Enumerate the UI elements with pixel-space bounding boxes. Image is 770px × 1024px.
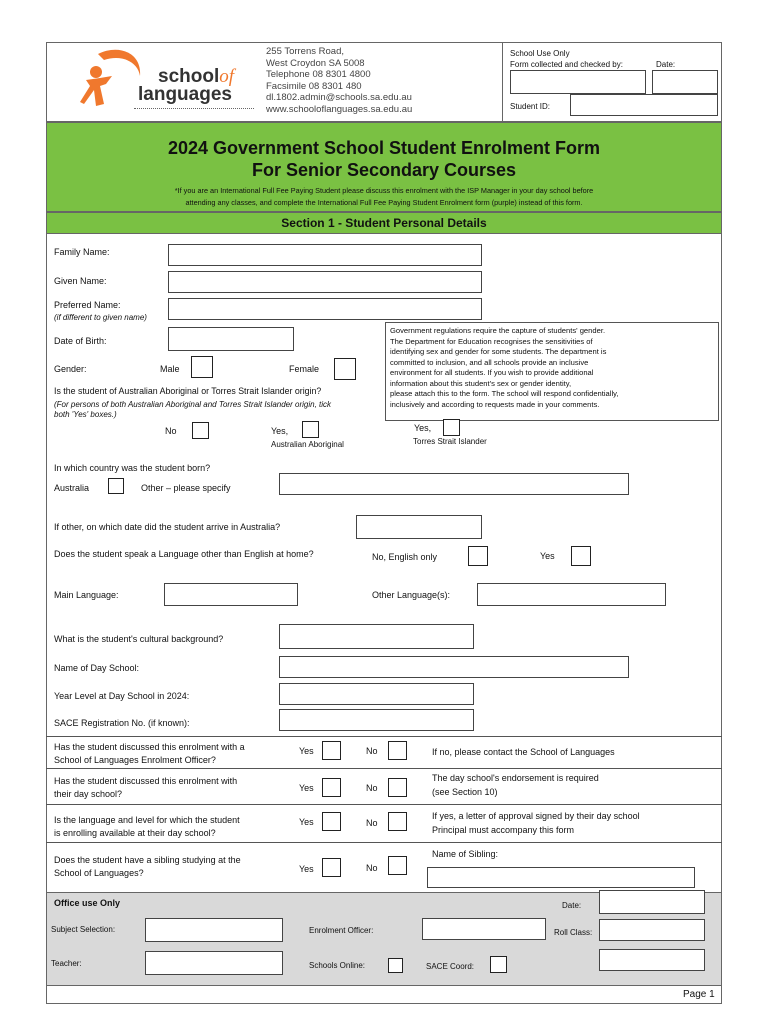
sace-coord-checkbox[interactable] [490,956,507,973]
website: www.schooloflanguages.sa.edu.au [266,103,413,115]
enrolment-officer-field[interactable] [422,918,546,940]
q2-yes-label: Yes [299,783,314,793]
q2-text-line2: their day school? [54,789,123,799]
cultural-background-field[interactable] [279,624,474,649]
q1-no-checkbox[interactable] [388,741,407,760]
subject-selection-label: Subject Selection: [51,925,116,934]
q3-note-line2: Principal must accompany this form [432,825,575,835]
address-line1: 255 Torrens Road, [266,46,344,57]
collected-by-field[interactable] [510,70,646,94]
male-label: Male [160,364,180,374]
teacher-label: Teacher: [51,959,82,968]
dob-label: Date of Birth: [54,336,107,346]
other-language-yes-checkbox[interactable] [571,546,591,566]
q2-yes-checkbox[interactable] [322,778,341,797]
language-question: Does the student speak a Language other than English at home? [54,549,314,559]
male-checkbox[interactable] [191,356,213,378]
sibling-name-field[interactable] [427,867,695,888]
page-number: Page 1 [683,989,715,1000]
q4-no-label: No [366,863,378,873]
phone: Telephone 08 8301 4800 [266,69,371,81]
aboriginal-yes-checkbox[interactable] [302,421,319,438]
arrival-date-question: If other, on which date did the student arrive in Australia? [54,522,281,532]
main-language-field[interactable] [164,583,298,606]
school-use-date-field[interactable] [652,70,718,94]
family-name-field[interactable] [168,244,482,266]
family-name-label: Family Name: [54,247,110,257]
sace-number-label: SACE Registration No. (if known): [54,718,190,728]
subject-selection-field[interactable] [145,918,283,942]
cultural-background-question: What is the student's cultural background? [54,634,224,644]
logo-text-school: schoolof [158,66,235,87]
other-languages-field[interactable] [477,583,666,606]
q4-yes-label: Yes [299,864,314,874]
sace-number-field[interactable] [279,709,474,731]
other-languages-label: Other Language(s): [372,590,451,600]
enrolment-officer-label: Enrolment Officer: [309,926,374,935]
q2-note-line1: The day school's endorsement is required [432,773,599,783]
q3-yes-checkbox[interactable] [322,812,341,831]
arrival-date-field[interactable] [356,515,482,539]
q1-text-line1: Has the student discussed this enrolment with a [54,742,245,752]
teacher-field[interactable] [145,951,283,975]
aboriginal-question: Is the student of Australian Aboriginal or Torres Strait Islander origin? [54,386,322,396]
day-school-field[interactable] [279,656,629,678]
q1-note-line1: If no, please contact the School of Languages [432,747,615,757]
main-language-label: Main Language: [54,590,119,600]
q2-no-checkbox[interactable] [388,778,407,797]
collected-label: Form collected and checked by: [510,60,623,69]
divider-q1 [46,736,722,737]
year-level-field[interactable] [279,683,474,705]
dob-field[interactable] [168,327,294,351]
year-level-label: Year Level at Day School in 2024: [54,691,190,701]
q3-yes-label: Yes [299,817,314,827]
student-id-field[interactable] [570,94,718,116]
schools-online-checkbox[interactable] [388,958,403,973]
aboriginal-no-checkbox[interactable] [192,422,209,439]
other-language-yes-label: Yes [540,551,555,561]
australia-label: Australia [54,483,90,493]
sibling-name-label: Name of Sibling: [432,849,499,859]
day-school-label: Name of Day School: [54,663,140,673]
torres-yes-checkbox[interactable] [443,419,460,436]
torres-strait-label: Torres Strait Islander [413,437,487,446]
torres-yes-label: Yes, [414,423,432,433]
student-id-label: Student ID: [510,102,551,111]
gender-label: Gender: [54,364,87,374]
aboriginal-no-label: No [165,426,177,436]
office-use-title: Office use Only [54,898,121,908]
office-date-field[interactable] [599,890,705,914]
divider-q4 [46,842,722,843]
australian-aboriginal-label: Australian Aboriginal [271,440,344,449]
no-english-only-label: No, English only [372,552,438,562]
roll-class-field[interactable] [599,919,705,941]
q3-no-label: No [366,818,378,828]
address-line2: West Croydon SA 5008 [266,57,365,69]
section1-title: Section 1 - Student Personal Details [281,216,487,230]
q4-text-line1: Does the student have a sibling studying at the [54,855,241,865]
international-note-line2: attending any classes, and complete the International Full Fee Paying Student Enrolment form (purple) instead of this form. [185,198,583,207]
schools-online-label: Schools Online: [309,961,366,970]
school-use-date-label: Date: [656,60,676,69]
q1-text-line2: School of Languages Enrolment Officer? [54,755,216,765]
aboriginal-note-line2: both 'Yes' boxes.) [54,410,117,419]
preferred-name-note: (if different to given name) [54,313,147,322]
logo-text-languages: languages [138,84,232,105]
sace-coord-field[interactable] [599,949,705,971]
school-use-title: School Use Only [510,49,570,58]
q4-yes-checkbox[interactable] [322,858,341,877]
divider-q2 [46,768,722,769]
other-country-field[interactable] [279,473,629,495]
q1-yes-label: Yes [299,746,314,756]
country-born-question: In which country was the student born? [54,463,211,473]
logo-dots [134,108,254,109]
email: dl.1802.admin@schools.sa.edu.au [266,92,412,104]
office-date-label: Date: [562,901,582,910]
international-note-line1: *If you are an International Full Fee Paying Student please discuss this enrolment with the ISP Manager in your day school before [174,186,594,195]
australia-checkbox[interactable] [108,478,124,494]
q2-no-label: No [366,783,378,793]
q2-text-line1: Has the student discussed this enrolment with [54,776,238,786]
given-name-field[interactable] [168,271,482,293]
q4-no-checkbox[interactable] [388,856,407,875]
q1-yes-checkbox[interactable] [322,741,341,760]
form-title-line1: 2024 Government School Student Enrolment Form [167,138,601,158]
female-label: Female [289,364,320,374]
english-only-checkbox[interactable] [468,546,488,566]
fax: Facsimile 08 8301 480 [266,80,362,92]
q3-text-line1: Is the language and level for which the student [54,815,240,825]
preferred-name-label: Preferred Name: [54,300,121,310]
q2-note-line2: (see Section 10) [432,787,498,797]
divider-q3 [46,804,722,805]
form-title-line2: For Senior Secondary Courses [251,160,517,180]
q3-note-line1: If yes, a letter of approval signed by their day school [432,811,640,821]
sace-coord-label: SACE Coord: [426,962,475,971]
q4-text-line2: School of Languages? [54,868,144,878]
gender-regulations-note: Government regulations require the capture of students' gender. The Department for Education recognises the sensitivities of identifying sex and gender for some students. The department is committed to inclusion, and all schools provide an inclusive environment for all students. If you wish to provide additional information about this student's sex or gender identity, please attach this to the form. The school will respond confidentially, inclusively and according to requests made in your comments. [385,322,719,421]
q3-no-checkbox[interactable] [388,812,407,831]
q1-no-label: No [366,746,378,756]
female-checkbox[interactable] [334,358,356,380]
given-name-label: Given Name: [54,276,107,286]
roll-class-label: Roll Class: [554,928,593,937]
other-country-label: Other – please specify [141,483,231,493]
q3-text-line2: is enrolling available at their day school? [54,828,216,838]
aboriginal-note-line1: (For persons of both Australian Aboriginal and Torres Strait Islander origin, tick [54,400,332,409]
preferred-name-field[interactable] [168,298,482,320]
school-address [266,46,412,116]
aboriginal-yes-label: Yes, [271,426,289,436]
school-logo [78,46,258,116]
